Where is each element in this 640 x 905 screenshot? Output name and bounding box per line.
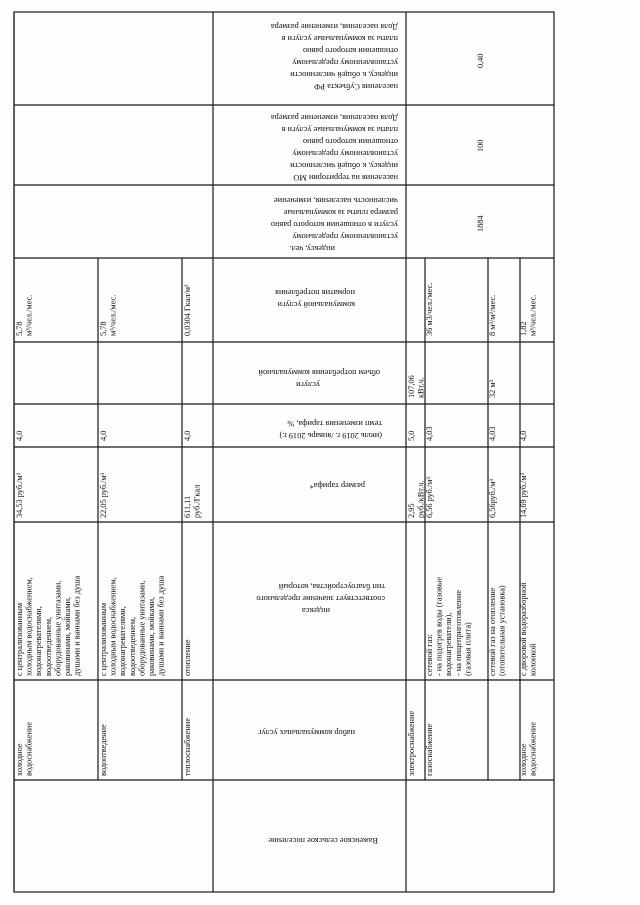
cell-type: оборудованные унитазами, bbox=[53, 580, 63, 676]
table-grid bbox=[14, 12, 554, 892]
header-tariff-growth bbox=[279, 419, 382, 440]
cell-norm: 1,82 bbox=[519, 321, 528, 336]
header-tariff: размер тарифа* bbox=[309, 481, 365, 490]
header-share-mo-line: населения на территории МО bbox=[293, 173, 398, 182]
cell-norm: 5,78 bbox=[15, 321, 24, 336]
cell-tariff: 6,56руб./м³ bbox=[488, 479, 497, 518]
cell-service: холодное bbox=[519, 743, 528, 776]
header-share-mo-line: установленному предельному bbox=[292, 149, 398, 158]
header-share-mo-line: индексу, к общей численности bbox=[290, 161, 398, 170]
header-volume-line: услуги bbox=[296, 380, 320, 389]
cell-service: электроснабжение bbox=[407, 710, 416, 776]
cell-tariff: руб./Гкал bbox=[192, 484, 202, 518]
header-share-mo-line: платы за коммунальные услуги в bbox=[281, 125, 398, 134]
cell-growth: 5,0 bbox=[407, 430, 416, 441]
cell-growth: 4,03 bbox=[488, 426, 497, 441]
cell-volume: 32 м³ bbox=[488, 379, 497, 398]
cell-norm: м³/чел./мес. bbox=[24, 294, 34, 336]
cell-type: водоотведением, bbox=[43, 616, 53, 676]
cell-tariff: 611,11 bbox=[183, 495, 192, 518]
header-share-rf-line: населения Субъекта РФ bbox=[314, 82, 398, 91]
cell-service: водоотведение bbox=[99, 724, 108, 776]
cell-service: водоснабжение bbox=[528, 721, 538, 776]
cell-type: сетевой газ: bbox=[425, 634, 434, 676]
header-tariff-growth-line: (июль 2019 г. /январь 2019 г.) bbox=[279, 431, 382, 440]
cell-service: газоснабжение bbox=[425, 723, 434, 776]
header-improvement-type bbox=[256, 582, 385, 615]
cell-type: (отопительная установка) bbox=[497, 585, 507, 676]
cell-volume: кВт.ч. bbox=[416, 377, 426, 398]
cell-type: отопление bbox=[183, 639, 192, 676]
cell-tariff: руб./кВт.ч. bbox=[416, 480, 426, 518]
cell-service: холодное bbox=[15, 743, 24, 776]
cell-growth: 4,0 bbox=[183, 430, 192, 441]
header-consumption-norm bbox=[275, 288, 355, 309]
header-improvement-line: соответствует значение предельного bbox=[256, 594, 385, 603]
cell-norm: м³/чел./мес. bbox=[108, 294, 118, 336]
cell-norm: 5,78 bbox=[99, 321, 108, 336]
cell-type: водонагревателями, bbox=[118, 606, 128, 676]
header-consumption-volume bbox=[258, 368, 380, 389]
cell-growth: 4,0 bbox=[15, 430, 24, 441]
header-pop-line: размера платы за коммунальные bbox=[283, 208, 398, 217]
cell-norm: 0,0304 Гкал/м² bbox=[183, 284, 192, 336]
cell-type: холодным водоснабжением, bbox=[24, 577, 34, 676]
header-population-share-rf bbox=[271, 22, 398, 91]
cell-type: с централизованным bbox=[99, 602, 108, 676]
header-population-count bbox=[271, 196, 398, 253]
summary-share-mo: 100 bbox=[476, 139, 485, 152]
header-norm-line: коммунальной услуги bbox=[277, 300, 355, 309]
cell-type: раковинами, мойками, bbox=[147, 596, 156, 676]
cell-type: - на подогрев воды (газовые bbox=[434, 576, 444, 676]
summary-share-rf: 0,40 bbox=[476, 53, 485, 68]
header-pop-line: установленному предельному bbox=[292, 232, 398, 241]
header-share-rf-line: платы за коммунальные услуги в bbox=[281, 34, 398, 43]
cell-type: оборудованные унитазами, bbox=[137, 580, 147, 676]
header-volume-line: объем потребления коммунальной bbox=[258, 368, 380, 377]
cell-norm: 8 м³/м²/мес. bbox=[488, 294, 497, 336]
cell-growth: 4,03 bbox=[425, 426, 434, 441]
cell-tariff: 6,56 руб./м³ bbox=[425, 476, 434, 518]
summary-population-count: 1884 bbox=[476, 215, 485, 232]
cell-type: (газовая плита) bbox=[463, 622, 473, 676]
cell-type: водонагревателями, bbox=[34, 606, 44, 676]
cell-tariff: 22,05 руб./м³ bbox=[99, 472, 108, 518]
header-population-share-mo bbox=[271, 113, 398, 182]
cell-tariff: 14,69 руб./м³ bbox=[519, 472, 528, 518]
header-share-rf-line: установленному предельному bbox=[292, 58, 398, 67]
cell-type: душами и ваннами без душа bbox=[72, 575, 82, 676]
data-rows bbox=[15, 283, 538, 776]
cell-growth: 4,0 bbox=[519, 430, 528, 441]
header-share-rf-line: индексу, к общей численности bbox=[290, 70, 398, 79]
cell-type: холодным водоснабжением, bbox=[108, 577, 118, 676]
cell-tariff: 2,95 bbox=[407, 503, 416, 518]
header-share-mo-line: Доля населения, изменение размера bbox=[270, 113, 398, 122]
header-pop-line: численность населения, изменение bbox=[274, 196, 398, 205]
header-pop-line: услуги в отношении которого равно bbox=[270, 220, 398, 229]
header-tariff-growth-line: темп изменения тарифа, % bbox=[287, 419, 382, 428]
cell-type: с централизованным bbox=[15, 602, 24, 676]
cell-type: раковинами, мойками, bbox=[63, 596, 72, 676]
header-service-set bbox=[258, 728, 355, 737]
cell-norm: 36 м3/чел./мес. bbox=[425, 282, 434, 336]
cell-volume: 107,06 bbox=[407, 375, 416, 398]
cell-growth: 4,0 bbox=[99, 430, 108, 441]
cell-service: теплоснабжение bbox=[183, 718, 192, 776]
cell-service: водоснабжение bbox=[24, 721, 34, 776]
cell-type: водонагреватели), bbox=[444, 612, 454, 676]
header-share-rf-line: Доля населения, изменение размера bbox=[270, 22, 398, 31]
cell-type: душами и ваннами без душа bbox=[156, 575, 166, 676]
cell-tariff: 34,53 руб./м³ bbox=[15, 472, 24, 518]
header-improvement-line: индекса bbox=[301, 606, 330, 615]
settlement-name: Важенское сельское поселение bbox=[268, 836, 378, 845]
header-improvement-line: тип благоустройства, который bbox=[278, 582, 385, 591]
header-service-set-text: набор коммунальных услуг bbox=[258, 728, 355, 737]
cell-type: с дворовой водоразборной bbox=[519, 582, 528, 676]
header-share-rf-line: отношении которого равно bbox=[302, 46, 398, 55]
cell-type: сетевой газ на отопление bbox=[488, 587, 497, 676]
cell-type: водоотведением, bbox=[127, 616, 137, 676]
cell-type: колонкой bbox=[528, 643, 538, 676]
header-pop-line: индексу, чел. bbox=[289, 244, 335, 253]
cell-type: - на пищеприготовление bbox=[453, 589, 463, 676]
header-norm-line: норматив потребления bbox=[275, 288, 355, 297]
header-share-mo-line: отношении которого равно bbox=[302, 137, 398, 146]
cell-norm: м³/чел./мес. bbox=[528, 294, 538, 336]
